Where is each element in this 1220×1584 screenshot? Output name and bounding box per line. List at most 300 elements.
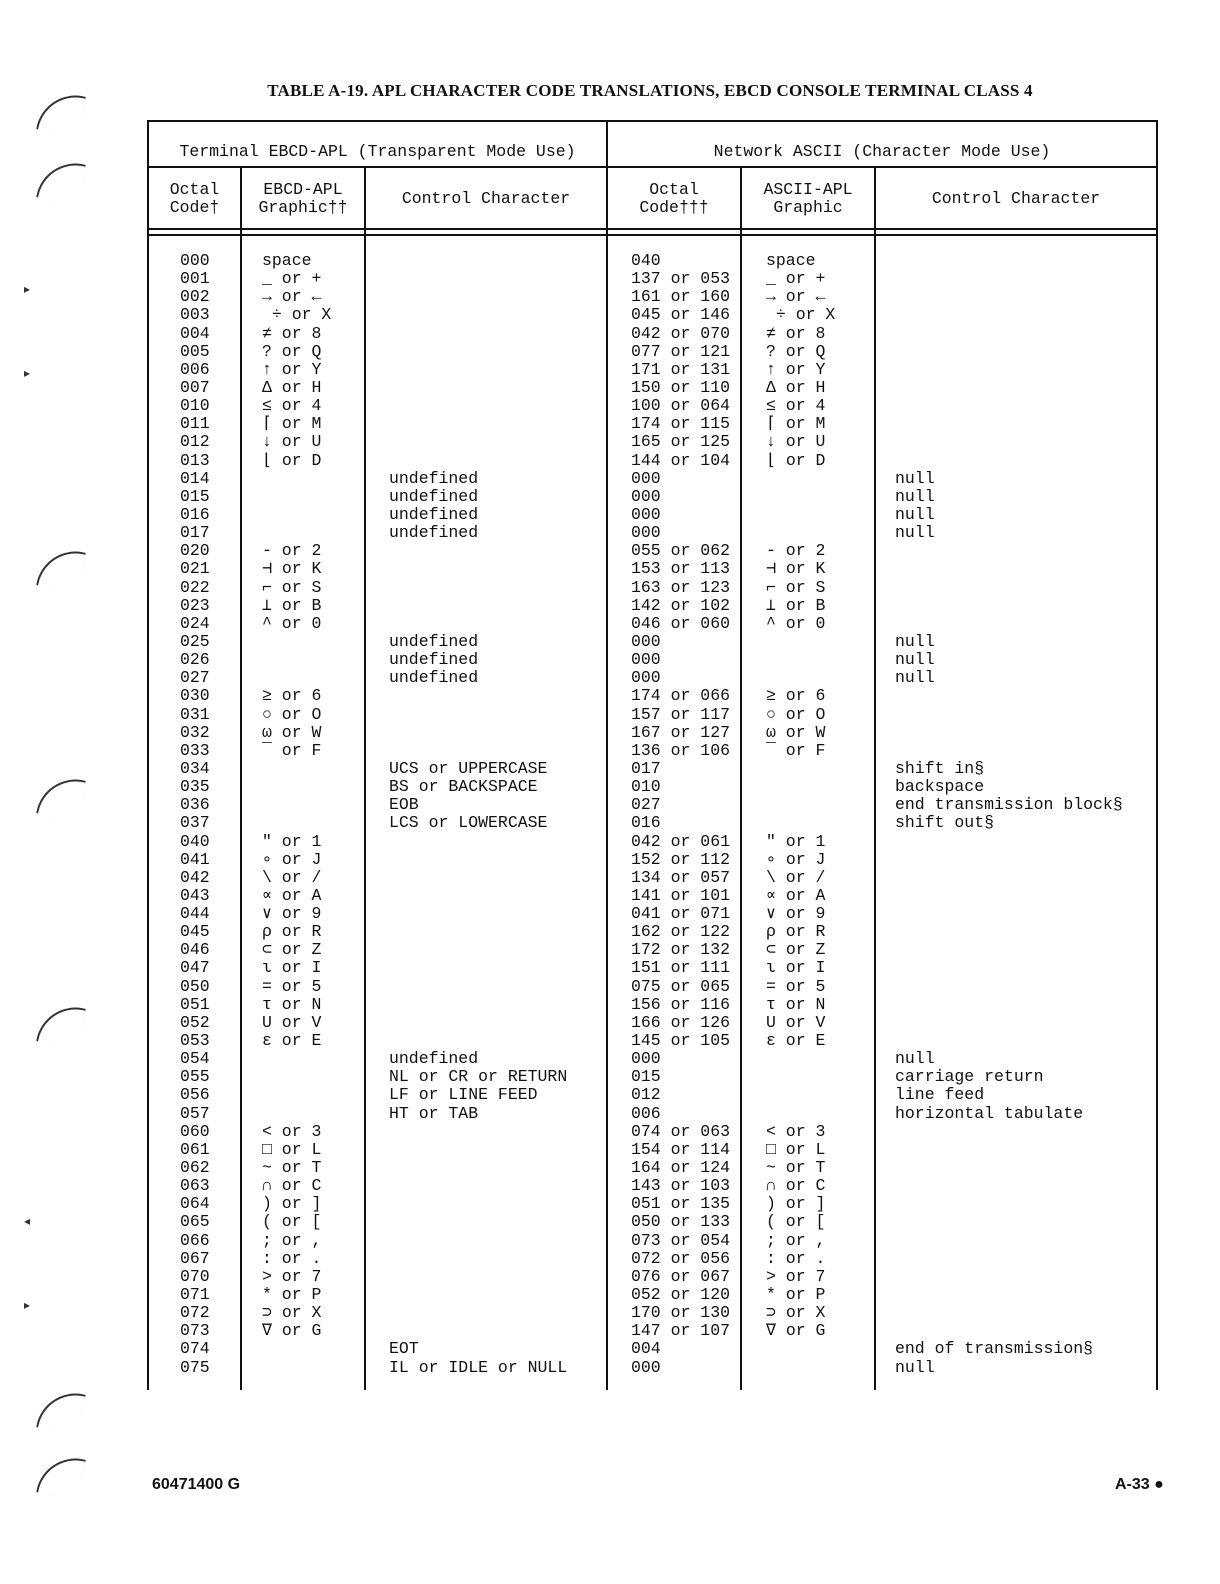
column-divider xyxy=(364,166,366,1390)
table-cell-nc: null xyxy=(895,650,935,670)
network-control-column xyxy=(895,252,1123,1377)
table-cell-ng: * or P xyxy=(766,1285,826,1305)
table-cell-nc xyxy=(895,1195,1123,1213)
table-cell-c: undefined xyxy=(389,504,479,524)
table-cell-ng: ; or , xyxy=(766,1230,826,1250)
table-cell-nc: null xyxy=(895,1049,935,1069)
table-cell-ng xyxy=(766,488,835,506)
table-cell-nc xyxy=(895,978,1123,996)
table-cell-g: → or ← xyxy=(262,287,322,307)
table-cell-c xyxy=(389,1177,567,1195)
table-cell-oct: 032 xyxy=(180,722,210,742)
header-rule xyxy=(147,228,1158,230)
table-cell-nc: line feed xyxy=(895,1085,985,1105)
table-cell-noct: 010 xyxy=(631,777,661,797)
table-cell-c: BS or BACKSPACE xyxy=(389,777,538,797)
table-cell-g: ω or W xyxy=(262,722,322,742)
table-cell-noct: 100 or 064 xyxy=(631,396,731,416)
table-cell-ng: ≠ or 8 xyxy=(766,323,826,343)
table-cell-c xyxy=(389,397,567,415)
table-cell-c xyxy=(389,1268,567,1286)
table-cell-c: IL or IDLE or NULL xyxy=(389,1357,568,1377)
table-cell-ng: ↑ or Y xyxy=(766,359,826,379)
table-cell-nc xyxy=(895,288,1123,306)
table-cell-oct: 063 xyxy=(180,1176,210,1196)
table-cell-oct: 026 xyxy=(180,650,210,670)
table-cell-g: ≠ or 8 xyxy=(262,323,322,343)
table-cell-g: ∝ or A xyxy=(262,885,322,905)
table-cell-ng: ÷ or X xyxy=(766,305,836,325)
table-cell-ng: ⊣ or K xyxy=(766,559,826,579)
table-cell-nc xyxy=(895,579,1123,597)
table-cell-g xyxy=(262,633,331,651)
table-cell-g: ∨ or 9 xyxy=(262,904,322,924)
table-cell-nc xyxy=(895,1177,1123,1195)
table-cell-nc xyxy=(895,433,1123,451)
table-cell-oct: 047 xyxy=(180,958,210,978)
table-cell-oct: 007 xyxy=(180,377,210,397)
table-cell-c xyxy=(389,706,567,724)
table-cell-nc xyxy=(895,1213,1123,1231)
table-cell-oct: 046 xyxy=(180,940,210,960)
table-cell-oct: 001 xyxy=(180,269,210,289)
table-cell-g: ∩ or C xyxy=(262,1176,322,1196)
table-cell-noct: 000 xyxy=(631,668,661,688)
group-header-terminal: Terminal EBCD-APL (Transparent Mode Use) xyxy=(179,142,576,161)
table-cell-ng xyxy=(766,669,835,687)
table-cell-oct: 064 xyxy=(180,1194,210,1214)
table-cell-g: □ or L xyxy=(262,1139,322,1159)
table-cell-noct: 041 or 071 xyxy=(631,904,731,924)
table-cell-noct: 073 or 054 xyxy=(631,1230,731,1250)
column-header-ascii-graphic xyxy=(742,181,874,217)
table-cell-g: * or P xyxy=(262,1285,322,1305)
table-cell-nc xyxy=(895,941,1123,959)
table-cell-noct: 156 or 116 xyxy=(631,994,731,1014)
binding-hole-mark xyxy=(36,1386,86,1436)
table-cell-g: ∘ or J xyxy=(262,849,322,869)
table-cell-c xyxy=(389,1232,567,1250)
table-cell-ng: ‾ or F xyxy=(766,740,826,760)
column-header-line: EBCD-APL xyxy=(263,180,343,199)
table-cell-c: HT or TAB xyxy=(389,1103,479,1123)
table-cell-ng: ^ or 0 xyxy=(766,613,826,633)
table-cell-g xyxy=(262,778,331,796)
column-header-line: Octal xyxy=(649,180,699,199)
table-cell-g xyxy=(262,1105,331,1123)
table-cell-oct: 010 xyxy=(180,396,210,416)
table-cell-c xyxy=(389,1304,567,1322)
table-cell-oct: 055 xyxy=(180,1067,210,1087)
table-cell-g xyxy=(262,1359,331,1377)
binding-hole-mark xyxy=(36,156,86,206)
table-cell-ng: ⊥ or B xyxy=(766,595,826,615)
table-cell-nc xyxy=(895,361,1123,379)
table-cell-nc xyxy=(895,1123,1123,1141)
table-cell-noct: 136 or 106 xyxy=(631,740,731,760)
table-cell-noct: 027 xyxy=(631,795,661,815)
table-cell-nc xyxy=(895,959,1123,977)
table-cell-nc xyxy=(895,1032,1123,1050)
table-cell-nc: null xyxy=(895,468,935,488)
table-cell-nc xyxy=(895,1304,1123,1322)
table-cell-c xyxy=(389,325,567,343)
table-cell-g: ∇ or G xyxy=(262,1321,322,1341)
table-cell-noct: 040 xyxy=(631,251,661,270)
table-cell-nc xyxy=(895,742,1123,760)
table-cell-oct: 054 xyxy=(180,1049,210,1069)
table-cell-oct: 061 xyxy=(180,1139,210,1159)
table-cell-noct: 145 or 105 xyxy=(631,1031,731,1051)
table-cell-ng: ↓ or U xyxy=(766,432,826,452)
table-cell-c: UCS or UPPERCASE xyxy=(389,758,548,778)
column-header-line: ASCII-APL xyxy=(763,180,853,199)
table-cell-oct: 060 xyxy=(180,1121,210,1141)
table-cell-noct: 153 or 113 xyxy=(631,559,731,579)
binding-hole-mark xyxy=(36,772,86,822)
table-cell-ng: ○ or O xyxy=(766,704,826,724)
table-cell-g: : or . xyxy=(262,1248,322,1268)
table-cell-nc xyxy=(895,415,1123,433)
table-cell-c: LCS or LOWERCASE xyxy=(389,813,548,833)
table-cell-oct: 011 xyxy=(180,414,210,434)
table-cell-ng xyxy=(766,506,835,524)
table-cell-nc xyxy=(895,270,1123,288)
table-cell-noct: 000 xyxy=(631,504,661,524)
table-cell-oct: 072 xyxy=(180,1303,210,1323)
table-cell-g xyxy=(262,488,331,506)
table-cell-g: _ or + xyxy=(262,269,322,289)
table-cell-nc xyxy=(895,1322,1123,1340)
table-cell-oct: 013 xyxy=(180,450,210,470)
table-cell-oct: 014 xyxy=(180,468,210,488)
table-cell-nc: null xyxy=(895,1357,935,1377)
group-header-network: Network ASCII (Character Mode Use) xyxy=(713,142,1051,161)
table-cell-oct: 056 xyxy=(180,1085,210,1105)
table-cell-c xyxy=(389,361,567,379)
table-cell-ng: " or 1 xyxy=(766,831,826,851)
table-cell-nc: null xyxy=(895,668,935,688)
table-cell-ng: ∩ or C xyxy=(766,1176,826,1196)
table-cell-nc xyxy=(895,1250,1123,1268)
table-cell-c xyxy=(389,1141,567,1159)
table-cell-nc xyxy=(895,1159,1123,1177)
table-cell-ng: U or V xyxy=(766,1012,826,1032)
table-cell-g: ^ or 0 xyxy=(262,613,322,633)
table-cell-noct: 174 or 115 xyxy=(631,414,731,434)
table-cell-noct: 000 xyxy=(631,468,661,488)
table-cell-ng xyxy=(766,1086,835,1104)
ebcd-graphic-column xyxy=(262,252,331,1377)
table-cell-c xyxy=(389,941,567,959)
table-cell-oct: 017 xyxy=(180,523,210,543)
table-cell-oct: 067 xyxy=(180,1248,210,1268)
table-cell-nc xyxy=(895,869,1123,887)
column-header-line: Code† xyxy=(169,198,220,217)
table-cell-c: undefined xyxy=(389,468,479,488)
table-cell-c xyxy=(389,1322,567,1340)
table-cell-nc xyxy=(895,560,1123,578)
table-cell-c xyxy=(389,1213,567,1231)
table-cell-c xyxy=(389,978,567,996)
table-cell-nc: backspace xyxy=(895,777,985,797)
table-cell-ng: τ or N xyxy=(766,994,826,1014)
table-cell-oct: 045 xyxy=(180,922,210,942)
table-cell-noct: 000 xyxy=(631,486,661,506)
table-cell-ng xyxy=(766,1340,835,1358)
table-cell-oct: 062 xyxy=(180,1158,210,1178)
table-cell-oct: 020 xyxy=(180,541,210,561)
table-cell-oct: 040 xyxy=(180,831,210,851)
table-cell-noct: 167 or 127 xyxy=(631,722,731,742)
table-cell-nc: null xyxy=(895,523,935,543)
table-cell-noct: 163 or 123 xyxy=(631,577,731,597)
table-cell-noct: 046 or 060 xyxy=(631,613,731,633)
table-cell-g xyxy=(262,1050,331,1068)
table-cell-oct: 053 xyxy=(180,1031,210,1051)
margin-mark-icon: ▸ xyxy=(24,1298,31,1312)
table-cell-c xyxy=(389,833,567,851)
table-cell-nc xyxy=(895,1141,1123,1159)
octal-code-column xyxy=(180,252,210,1377)
table-cell-ng xyxy=(766,524,835,542)
table-cell-oct: 036 xyxy=(180,795,210,815)
table-cell-c xyxy=(389,560,567,578)
table-cell-noct: 150 or 110 xyxy=(631,377,731,397)
table-cell-g: ⊥ or B xyxy=(262,595,322,615)
table-top-rule xyxy=(147,120,1158,122)
table-cell-nc xyxy=(895,833,1123,851)
table-cell-ng: = or 5 xyxy=(766,976,826,996)
table-cell-noct: 142 or 102 xyxy=(631,595,731,615)
table-cell-oct: 041 xyxy=(180,849,210,869)
table-cell-nc: horizontal tabulate xyxy=(895,1103,1084,1123)
table-cell-c xyxy=(389,615,567,633)
table-cell-ng xyxy=(766,633,835,651)
table-cell-nc xyxy=(895,1232,1123,1250)
table-cell-ng: ω or W xyxy=(766,722,826,742)
table-cell-noct: 042 or 070 xyxy=(631,323,731,343)
table-cell-noct: 144 or 104 xyxy=(631,450,731,470)
table-cell-g xyxy=(262,760,331,778)
table-left-border xyxy=(147,120,149,1390)
table-cell-g: ( or [ xyxy=(262,1212,322,1232)
table-cell-c: EOB xyxy=(389,795,419,815)
table-cell-ng: : or . xyxy=(766,1248,826,1268)
table-cell-noct: 152 or 112 xyxy=(631,849,731,869)
table-cell-nc xyxy=(895,379,1123,397)
page-title: TABLE A-19. APL CHARACTER CODE TRANSLATIONS, EBCD CONSOLE TERMINAL CLASS 4 xyxy=(267,81,1033,100)
table-cell-c xyxy=(389,415,567,433)
table-cell-c: undefined xyxy=(389,668,479,688)
binding-hole-mark xyxy=(36,1451,86,1501)
binding-hole-mark xyxy=(36,544,86,594)
table-cell-oct: 027 xyxy=(180,668,210,688)
column-header-control-character: Control Character xyxy=(401,189,571,208)
table-cell-nc xyxy=(895,851,1123,869)
table-cell-oct: 034 xyxy=(180,758,210,778)
table-cell-oct: 070 xyxy=(180,1266,210,1286)
table-cell-ng: ≥ or 6 xyxy=(766,686,826,706)
table-cell-ng: ∘ or J xyxy=(766,849,826,869)
table-cell-oct: 015 xyxy=(180,486,210,506)
table-cell-c: undefined xyxy=(389,486,479,506)
table-cell-noct: 000 xyxy=(631,1357,661,1377)
table-cell-c xyxy=(389,1159,567,1177)
header-double-rule xyxy=(147,234,1158,236)
table-cell-c: LF or LINE FEED xyxy=(389,1085,538,1105)
table-cell-ng: ( or [ xyxy=(766,1212,826,1232)
table-cell-noct: 161 or 160 xyxy=(631,287,731,307)
table-cell-noct: 052 or 120 xyxy=(631,1285,731,1305)
table-cell-ng xyxy=(766,1359,835,1377)
table-cell-g: " or 1 xyxy=(262,831,322,851)
table-cell-ng xyxy=(766,470,835,488)
table-cell-c xyxy=(389,597,567,615)
table-cell-g: ⌐ or S xyxy=(262,577,322,597)
table-cell-g xyxy=(262,1086,331,1104)
table-cell-nc xyxy=(895,1286,1123,1304)
table-cell-g: ⌊ or D xyxy=(262,450,322,470)
table-cell-noct: 075 or 065 xyxy=(631,976,731,996)
table-cell-g: τ or N xyxy=(262,994,322,1014)
table-cell-oct: 016 xyxy=(180,504,210,524)
table-cell-nc xyxy=(895,923,1123,941)
table-cell-g: ε or E xyxy=(262,1031,322,1051)
group-divider xyxy=(606,120,608,1390)
table-cell-noct: 077 or 121 xyxy=(631,341,731,361)
table-cell-ng xyxy=(766,1050,835,1068)
table-cell-oct: 005 xyxy=(180,341,210,361)
table-cell-ng: ) or ] xyxy=(766,1194,826,1214)
table-cell-nc xyxy=(895,1268,1123,1286)
table-cell-c xyxy=(389,923,567,941)
table-cell-nc: null xyxy=(895,631,935,651)
table-cell-ng xyxy=(766,1105,835,1123)
column-header-line: Code††† xyxy=(639,198,709,217)
table-cell-oct: 037 xyxy=(180,813,210,833)
table-cell-c xyxy=(389,343,567,361)
table-cell-nc xyxy=(895,343,1123,361)
table-cell-g: space xyxy=(262,251,312,270)
table-cell-ng: ≤ or 4 xyxy=(766,396,826,416)
table-cell-g: U or V xyxy=(262,1012,322,1032)
table-cell-nc: carriage return xyxy=(895,1067,1044,1087)
table-cell-noct: 050 or 133 xyxy=(631,1212,731,1232)
table-cell-noct: 147 or 107 xyxy=(631,1321,731,1341)
table-cell-ng xyxy=(766,796,835,814)
table-cell-noct: 137 or 053 xyxy=(631,269,731,289)
table-cell-oct: 021 xyxy=(180,559,210,579)
column-header-line: Octal xyxy=(169,180,220,199)
table-cell-oct: 033 xyxy=(180,740,210,760)
table-cell-g xyxy=(262,814,331,832)
table-cell-g xyxy=(262,651,331,669)
table-cell-g xyxy=(262,1068,331,1086)
table-cell-oct: 075 xyxy=(180,1357,210,1377)
table-cell-g: ) or ] xyxy=(262,1194,322,1214)
table-cell-g: ⊂ or Z xyxy=(262,940,322,960)
table-cell-c xyxy=(389,542,567,560)
table-cell-oct: 003 xyxy=(180,305,210,325)
table-cell-noct: 076 or 067 xyxy=(631,1266,731,1286)
table-cell-oct: 012 xyxy=(180,432,210,452)
table-cell-noct: 141 or 101 xyxy=(631,885,731,905)
table-cell-oct: 071 xyxy=(180,1285,210,1305)
page-number: A-33 ● xyxy=(1115,1476,1164,1493)
table-cell-c xyxy=(389,1123,567,1141)
table-cell-g: ρ or R xyxy=(262,922,322,942)
table-cell-ng: ⊃ or X xyxy=(766,1303,826,1323)
table-cell-g: ≥ or 6 xyxy=(262,686,322,706)
table-cell-g: ⊃ or X xyxy=(262,1303,322,1323)
table-cell-ng: ~ or T xyxy=(766,1158,826,1178)
table-cell-nc xyxy=(895,452,1123,470)
table-cell-c: undefined xyxy=(389,650,479,670)
table-cell-oct: 065 xyxy=(180,1212,210,1232)
table-cell-nc xyxy=(895,252,1123,270)
column-divider xyxy=(240,166,242,1390)
column-divider xyxy=(740,166,742,1390)
table-cell-ng: ∝ or A xyxy=(766,885,826,905)
table-cell-oct: 051 xyxy=(180,994,210,1014)
table-cell-g xyxy=(262,1340,331,1358)
table-cell-noct: 016 xyxy=(631,813,661,833)
table-cell-oct: 006 xyxy=(180,359,210,379)
table-cell-noct: 006 xyxy=(631,1103,661,1123)
table-cell-g: ÷ or X xyxy=(262,305,332,325)
table-cell-nc xyxy=(895,996,1123,1014)
table-cell-oct: 025 xyxy=(180,631,210,651)
table-cell-c xyxy=(389,687,567,705)
table-cell-noct: 143 or 103 xyxy=(631,1176,731,1196)
table-cell-g xyxy=(262,470,331,488)
table-cell-noct: 000 xyxy=(631,631,661,651)
table-cell-nc xyxy=(895,597,1123,615)
table-cell-c xyxy=(389,452,567,470)
table-cell-ng xyxy=(766,1068,835,1086)
table-cell-noct: 157 or 117 xyxy=(631,704,731,724)
network-octal-column xyxy=(631,252,730,1377)
table-cell-c xyxy=(389,306,567,324)
table-cell-c xyxy=(389,905,567,923)
table-cell-c: NL or CR or RETURN xyxy=(389,1067,568,1087)
table-cell-c: undefined xyxy=(389,1049,479,1069)
table-cell-oct: 000 xyxy=(180,251,210,270)
table-cell-ng xyxy=(766,814,835,832)
table-cell-nc xyxy=(895,887,1123,905)
table-cell-noct: 154 or 114 xyxy=(631,1139,731,1159)
table-cell-oct: 035 xyxy=(180,777,210,797)
table-cell-noct: 164 or 124 xyxy=(631,1158,731,1178)
table-cell-noct: 170 or 130 xyxy=(631,1303,731,1323)
table-cell-c xyxy=(389,1250,567,1268)
table-cell-nc xyxy=(895,706,1123,724)
column-divider xyxy=(874,166,876,1390)
table-cell-oct: 052 xyxy=(180,1012,210,1032)
table-cell-g: > or 7 xyxy=(262,1266,322,1286)
table-cell-noct: 045 or 146 xyxy=(631,305,731,325)
table-cell-nc: null xyxy=(895,504,935,524)
table-cell-ng: ⌐ or S xyxy=(766,577,826,597)
table-cell-oct: 022 xyxy=(180,577,210,597)
table-cell-ng: ⌈ or M xyxy=(766,414,826,434)
table-cell-noct: 165 or 125 xyxy=(631,432,731,452)
table-cell-c xyxy=(389,1032,567,1050)
table-cell-nc: shift in§ xyxy=(895,758,985,778)
table-cell-nc: null xyxy=(895,486,935,506)
table-cell-c xyxy=(389,1014,567,1032)
